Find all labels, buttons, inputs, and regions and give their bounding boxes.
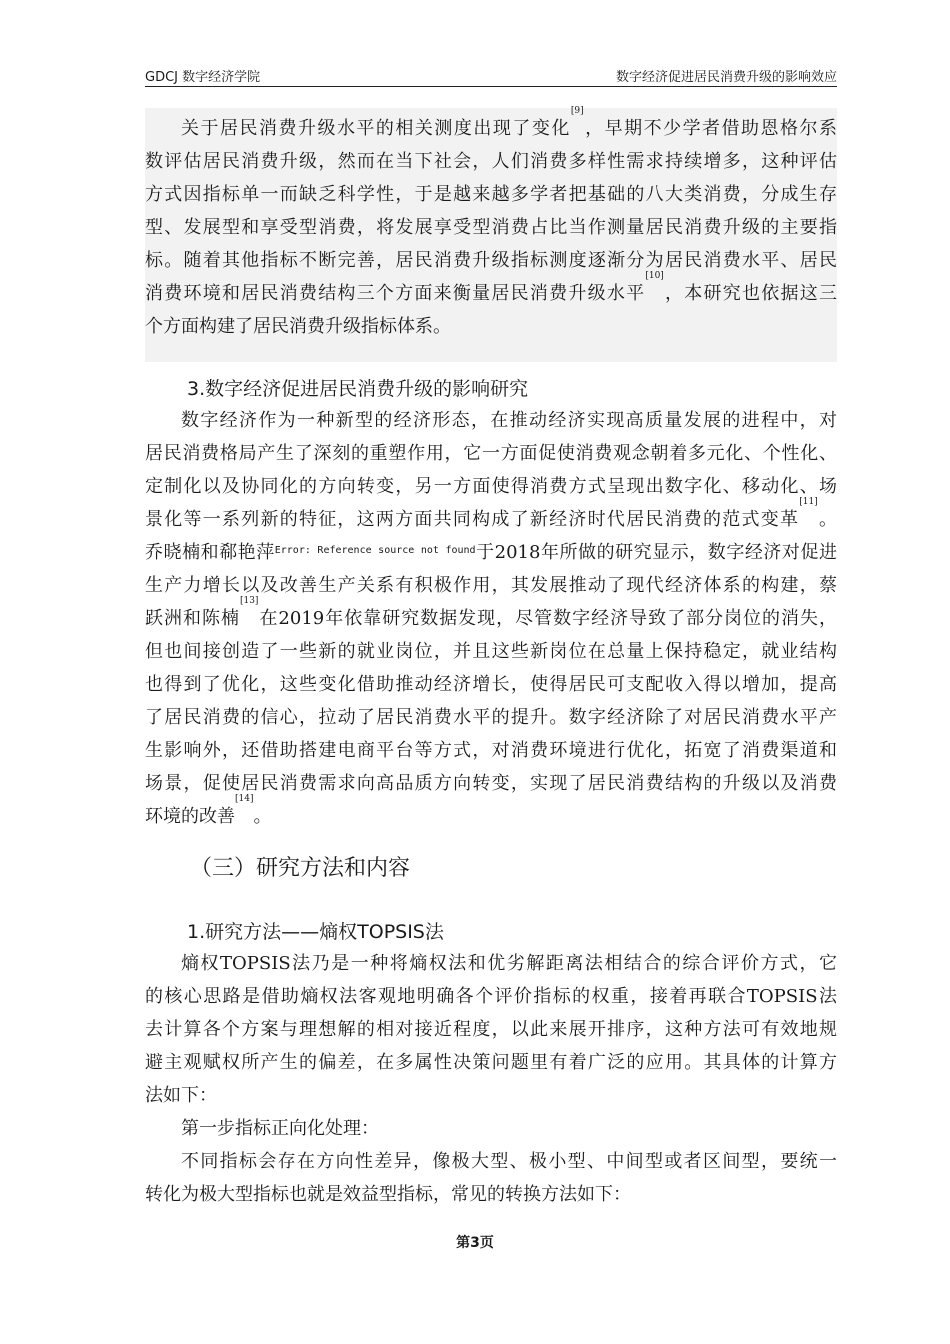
para1-line-4: 型、发展型和享受型消费，将发展享受型消费占比当作测量居民消费升级的主要指 [145,217,837,238]
citation: [9] [570,106,584,116]
running-header [145,62,837,87]
para2-line-13: 环境的改善[14]。 [145,794,272,827]
section-heading-2: （三）研究方法和内容 [190,856,411,881]
para1-line-3: 方式因指标单一而缺乏科学性，于是越来越多学者把基础的八大类消费，分成生存 [145,184,837,205]
para1-line-2: 数评估居民消费升级，然而在当下社会，人们消费多样性需求持续增多，这种评估 [145,151,837,172]
para2-line-11: 生影响外，还借助搭建电商平台等方式，对消费环境进行优化，拓宽了消费渠道和 [145,740,837,761]
para2-line-6: 生产力增长以及改善生产关系有积极作用，其发展推动了现代经济体系的构建，蔡 [145,575,837,596]
step1-line: 第一步指标正向化处理： [181,1118,379,1139]
para4-line-2: 转化为极大型指标也就是效益型指标，常见的转换方法如下： [145,1184,631,1205]
para3-line-1: 熵权TOPSIS法乃是一种将熵权法和优劣解距离法相结合的综合评价方式，它 [181,953,837,974]
para1-line-6: 消费环境和居民消费结构三个方面来衡量居民消费升级水平[10]，本研究也依据这三 [145,271,838,304]
citation: [14] [235,794,254,804]
para2-line-10: 了居民消费的信心，拉动了居民消费水平的提升。数字经济除了对居民消费水平产 [145,707,837,728]
header-right: 数字经济促进居民消费升级的影响效应 [615,70,837,85]
para2-line-1: 数字经济作为一种新型的经济形态，在推动经济实现高质量发展的进程中，对 [181,410,837,431]
para1-line-1: 关于居民消费升级水平的相关测度出现了变化[9]，早期不少学者借助恩格尔系 [181,106,838,139]
citation: [11] [799,497,818,507]
para2-line-4: 景化等一系列新的特征，这两方面共同构成了新经济时代居民消费的范式变革[11]。 [145,497,838,530]
para2-line-12: 场景，促使居民消费需求向高品质方向转变，实现了居民消费结构的升级以及消费 [145,773,837,794]
para2-line-5: 乔晓楠和郗艳萍$^{Error: Reference source not found}$于2018年所做的研究显示，数字经济对促进 [145,542,838,563]
para2-line-3: 定制化以及协同化的方向转变，另一方面使得消费方式呈现出数字化、移动化、场 [145,476,837,497]
section-heading-3: 3.数字经济促进居民消费升级的影响研究 [187,378,529,400]
para4-line-1: 不同指标会存在方向性差异，像极大型、极小型、中间型或者区间型，要统一 [181,1151,837,1172]
para2-line-7: 跃洲和陈楠[13]在2019年依靠研究数据发现，尽管数字经济导致了部分岗位的消失， [145,596,838,629]
para2-line-8: 但也间接创造了一些新的就业岗位，并且这些新岗位在总量上保持稳定，就业结构 [145,641,837,662]
reference-error: Error: Reference source not found [274,545,476,556]
para3-line-4: 避主观赋权所产生的偏差，在多属性决策问题里有着广泛的应用。其具体的计算方 [145,1052,837,1073]
para2-line-9: 也得到了优化，这些变化借助推动经济增长，使得居民可支配收入得以增加，提高 [145,674,837,695]
para3-line-5: 法如下： [145,1085,217,1106]
page-number: 第3页 [456,1235,494,1251]
subsection-heading: 1.研究方法——熵权TOPSIS法 [187,921,444,943]
para2-line-2: 居民消费格局产生了深刻的重塑作用，它一方面促使消费观念朝着多元化、个性化、 [145,443,837,464]
para3-line-2: 的核心思路是借助熵权法客观地明确各个评价指标的权重，接着再联合TOPSIS法 [145,986,837,1007]
para1-line-7: 个方面构建了居民消费升级指标体系。 [145,316,451,337]
citation: [10] [645,271,664,281]
para3-line-3: 去计算各个方案与理想解的相对接近程度，以此来展开排序，这种方法可有效地规 [145,1019,837,1040]
header-left: GDCJ 数字经济学院 [145,70,261,85]
citation: [13] [239,596,259,606]
para1-line-5: 标。随着其他指标不断完善，居民消费升级指标测度逐渐分为居民消费水平、居民 [145,250,837,271]
